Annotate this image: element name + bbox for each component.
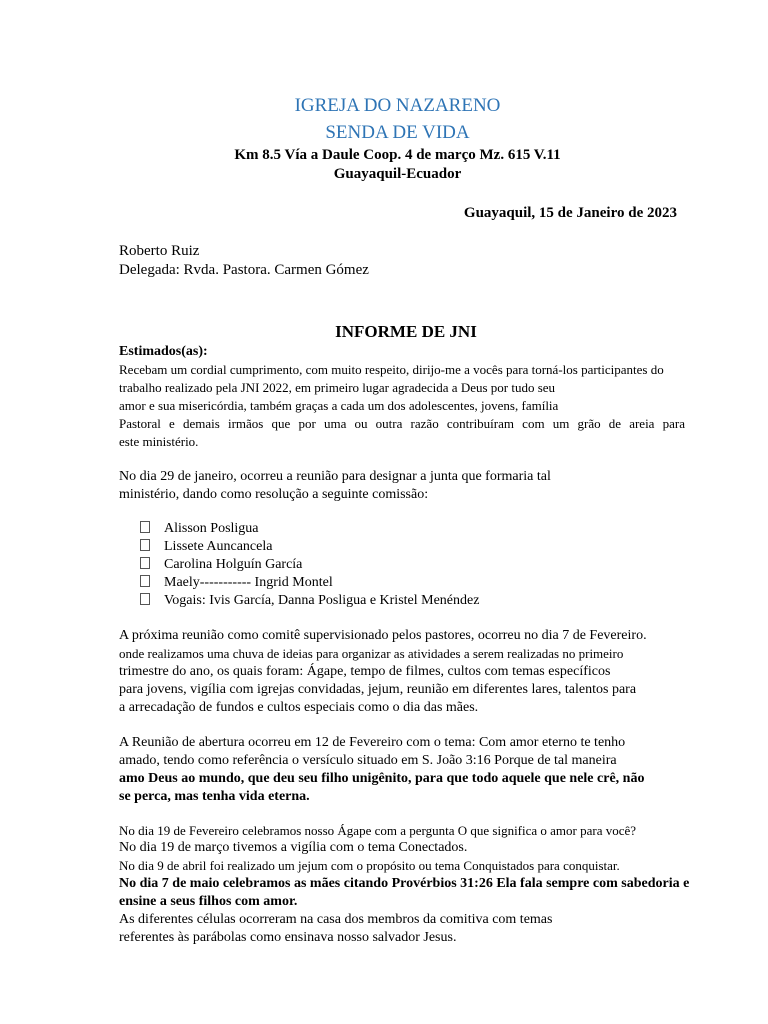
paragraph4-line: amado, tendo como referência o versículo situado em S. João 3:16 Porque de tal maneira [119,753,617,768]
commission-item [140,575,333,591]
commission-item [140,521,259,537]
checkbox-bullet-icon [140,521,150,533]
paragraph5-line: No dia 9 de abril foi realizado um jejum com o propósito ou tema Conquistados para conquistar. [119,858,620,873]
paragraph1-line: Recebam um cordial cumprimento, com muito respeito, dirijo-me a vocês para torná-los participantes do [119,362,664,377]
paragraph1-line: trabalho realizado pela JNI 2022, em primeiro lugar agradecida a Deus por tudo seu [119,380,556,395]
paragraph3-line: onde realizamos uma chuva de ideias para organizar as atividades a serem realizadas no primeiro [119,646,624,661]
checkbox-bullet-icon [140,593,150,605]
commission-item [140,593,479,609]
church-city: Guayaquil-Ecuador [333,166,462,182]
checkbox-bullet-icon [140,557,150,569]
paragraph4-line: A Reunião de abertura ocorreu em 12 de Fevereiro com o tema: Com amor eterno te tenho [119,735,626,750]
commission-member: Maely----------- Ingrid Montel [164,575,333,590]
paragraph5-line: ensine a seus filhos com amor. [119,894,298,909]
paragraph2-line: No dia 29 de janeiro, ocorreu a reunião para designar a junta que formaria tal [119,469,551,484]
commission-member: Alisson Posligua [164,521,259,536]
paragraph5-line: No dia 19 de Fevereiro celebramos nosso Ágape com a pergunta O que significa o amor para você? [119,823,637,838]
paragraph5-line: No dia 7 de maio celebramos as mães citando Provérbios 31:26 Ela fala sempre com sabedoria e [119,876,690,891]
church-address: Km 8.5 Vía a Daule Coop. 4 de março Mz. 615 V.11 [234,147,561,163]
paragraph1-line: amor e sua misericórdia, também graças a cada um dos adolescentes, jovens, família [119,398,559,413]
paragraph5-line: As diferentes células ocorreram na casa dos membros da comitiva com temas [119,912,553,927]
paragraph3-line: a arrecadação de fundos e cultos especiais como o dia das mães. [119,700,479,715]
commission-member: Lissete Auncancela [164,539,273,554]
paragraph1-line: este ministério. [119,434,199,449]
checkbox-bullet-icon [140,575,150,587]
commission-item [140,539,272,555]
paragraph3-line: para jovens, vigília com igrejas convidadas, jejum, reunião em diferentes lares, talentos para [119,682,637,697]
paragraph3-line: A próxima reunião como comitê supervisionado pelos pastores, ocorreu no dia 7 de Fevereiro. [119,628,647,643]
date-line: Guayaquil, 15 de Janeiro de 2023 [463,205,677,221]
church-subtitle: SENDA DE VIDA [325,122,470,143]
paragraph5-line: No dia 19 de março tivemos a vigília com o tema Conectados. [119,840,468,855]
checkbox-bullet-icon [140,539,150,551]
report-title: INFORME DE JNI [335,322,477,341]
church-name: IGREJA DO NAZARENO [294,95,501,116]
paragraph4-line: amo Deus ao mundo, que deu seu filho unigênito, para que todo aquele que nele crê, não [119,771,645,786]
commission-member: Carolina Holguín García [164,557,303,572]
paragraph1-line: Pastoral e demais irmãos que por uma ou outra razão contribuíram com um grão de areia para [119,416,685,431]
recipient-name: Roberto Ruiz [119,243,200,259]
paragraph3-line: trimestre do ano, os quais foram: Ágape, tempo de filmes, cultos com temas específicos [119,664,611,679]
paragraph2-line: ministério, dando como resolução a seguinte comissão: [119,487,429,502]
paragraph5-line: referentes às parábolas como ensinava nosso salvador Jesus. [119,930,457,945]
salutation: Estimados(as): [119,344,208,359]
paragraph4-line: se perca, mas tenha vida eterna. [119,789,310,804]
commission-item [140,557,302,573]
commission-member: Vogais: Ivis García, Danna Posligua e Kristel Menéndez [164,593,480,608]
recipient-delegate: Delegada: Rvda. Pastora. Carmen Gómez [119,262,369,278]
